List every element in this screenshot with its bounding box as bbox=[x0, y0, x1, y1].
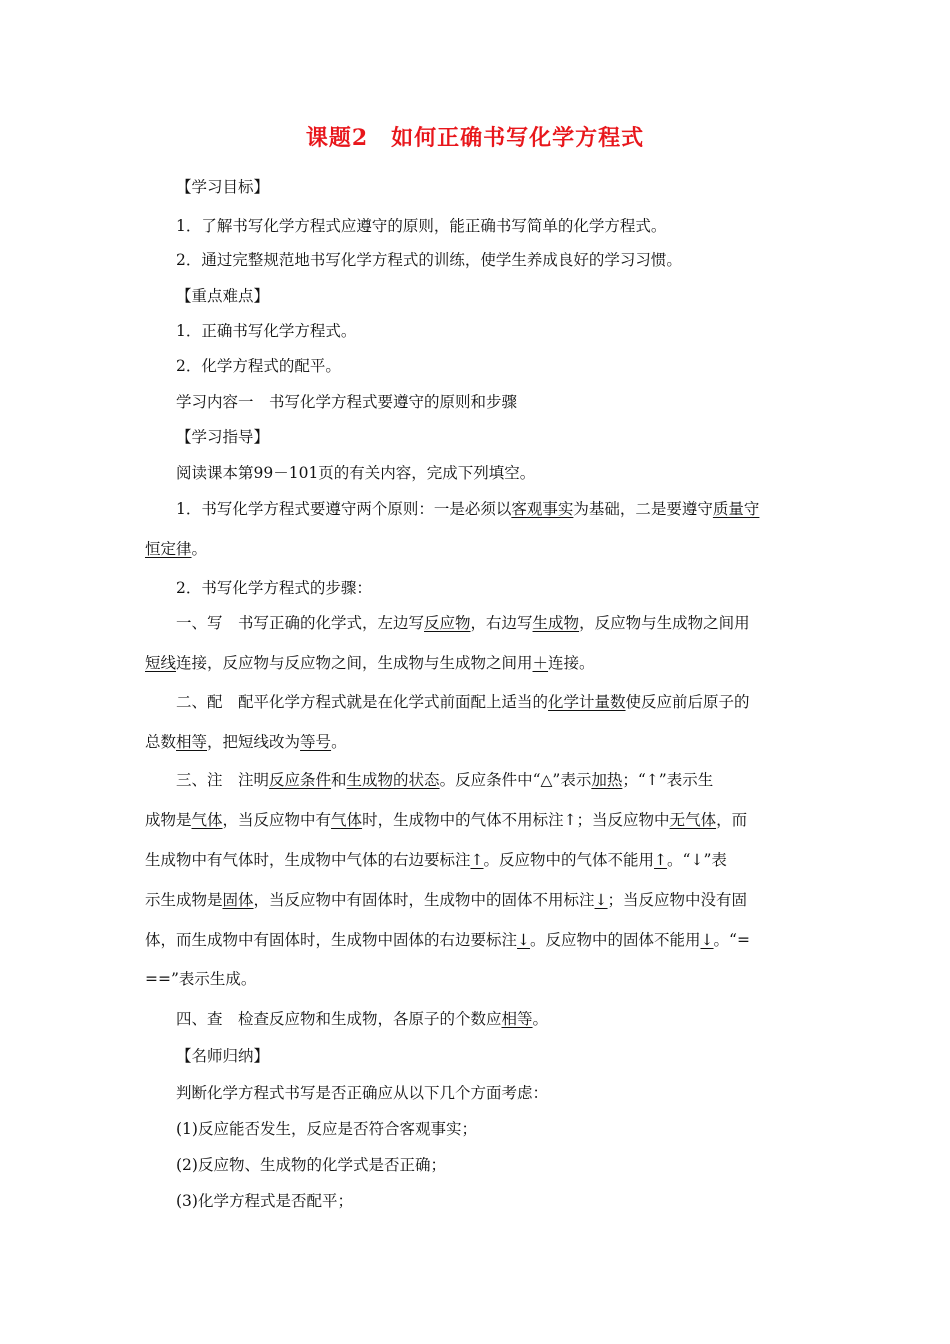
goal-item-2: 2．通过完整规范地书写化学方程式的训练，使学生养成良好的学习习惯。 bbox=[176, 251, 682, 269]
blank-up-arrow-2: ↑ bbox=[654, 851, 668, 869]
blank-heating: 加热 bbox=[591, 771, 623, 789]
key-item-1: 1．正确书写化学方程式。 bbox=[176, 322, 357, 340]
summary-item-3: (3)化学方程式是否配平； bbox=[176, 1192, 353, 1210]
blank-no-gas: 无气体 bbox=[669, 811, 717, 829]
step-write-line-1: 一、写 书写正确的化学式，左边写反应物，右边写生成物，反应物与生成物之间用 bbox=[176, 614, 750, 632]
blank-reactant: 反应物 bbox=[424, 614, 471, 632]
blank-equal: 相等 bbox=[176, 733, 208, 751]
blank-down-arrow-2: ↓ bbox=[517, 931, 531, 949]
steps-title: 2．书写化学方程式的步骤： bbox=[176, 579, 372, 597]
step-note-line-6: ==”表示生成。 bbox=[145, 970, 257, 988]
lesson-title: 课题2 如何正确书写化学方程式 bbox=[305, 125, 645, 151]
step-note-line-2: 成物是气体，当反应物中有气体时，生成物中的气体不用标注↑；当反应物中无气体，而 bbox=[145, 811, 748, 829]
step-note-line-4: 示生成物是固体，当反应物中有固体时，生成物中的固体不用标注↓；当反应物中没有固 bbox=[145, 891, 748, 909]
blank-coefficient: 化学计量数 bbox=[548, 693, 626, 711]
blank-gas-2: 气体 bbox=[331, 811, 363, 829]
principle-line-2: 恒定律。 bbox=[145, 540, 208, 558]
heading-learning-goals: 【学习目标】 bbox=[176, 178, 270, 196]
summary-item-2: (2)反应物、生成物的化学式是否正确； bbox=[176, 1156, 446, 1174]
blank-product: 生成物 bbox=[532, 614, 580, 632]
blank-objective-fact: 客观事实 bbox=[511, 500, 574, 518]
step-note-line-3: 生成物中有气体时，生成物中气体的右边要标注↑。反应物中的气体不能用↑。“↓”表 bbox=[145, 851, 727, 869]
blank-short-line: 短线 bbox=[145, 654, 177, 672]
step-note-line-5: 体，而生成物中有固体时，生成物中固体的右边要标注↓。反应物中的固体不能用↓。“= bbox=[145, 931, 750, 949]
step-check-line: 四、查 检查反应物和生成物，各原子的个数应相等。 bbox=[176, 1010, 549, 1028]
goal-item-1: 1．了解书写化学方程式应遵守的原则，能正确书写简单的化学方程式。 bbox=[176, 217, 667, 235]
step-balance-line-1: 二、配 配平化学方程式就是在化学式前面配上适当的化学计量数使反应前后原子的 bbox=[176, 693, 750, 711]
heading-summary: 【名师归纳】 bbox=[176, 1047, 270, 1065]
blank-plus: ＋ bbox=[532, 654, 549, 672]
content-one-title: 学习内容一 书写化学方程式要遵守的原则和步骤 bbox=[176, 393, 518, 411]
heading-guidance: 【学习指导】 bbox=[176, 428, 270, 446]
blank-mass-conservation-a: 质量守 bbox=[712, 500, 760, 518]
blank-up-arrow-1: ↑ bbox=[470, 851, 484, 869]
heading-key-points: 【重点难点】 bbox=[176, 287, 270, 305]
step-note-line-1: 三、注 注明反应条件和生成物的状态。反应条件中“△”表示加热；“↑”表示生 bbox=[176, 771, 714, 789]
blank-down-arrow-3: ↓ bbox=[700, 931, 714, 949]
key-item-2: 2．化学方程式的配平。 bbox=[176, 357, 341, 375]
blank-mass-conservation-b: 恒定律 bbox=[145, 540, 192, 558]
step-balance-line-2: 总数相等，把短线改为等号。 bbox=[145, 733, 347, 751]
reading-instruction: 阅读课本第99－101页的有关内容，完成下列填空。 bbox=[176, 464, 536, 482]
blank-down-arrow-1: ↓ bbox=[594, 891, 608, 909]
blank-product-state: 生成物的状态 bbox=[346, 771, 440, 789]
summary-intro: 判断化学方程式书写是否正确应从以下几个方面考虑： bbox=[176, 1084, 549, 1102]
blank-solid: 固体 bbox=[222, 891, 254, 909]
blank-equal-count: 相等 bbox=[501, 1010, 533, 1028]
principle-line-1: 1．书写化学方程式要遵守两个原则：一是必须以客观事实为基础，二是要遵守质量守 bbox=[176, 500, 760, 518]
summary-item-1: (1)反应能否发生，反应是否符合客观事实； bbox=[176, 1120, 477, 1138]
blank-equal-sign: 等号 bbox=[300, 733, 332, 751]
step-write-line-2: 短线连接，反应物与反应物之间，生成物与生成物之间用＋连接。 bbox=[145, 654, 595, 672]
blank-reaction-condition: 反应条件 bbox=[269, 771, 332, 789]
blank-gas-1: 气体 bbox=[191, 811, 223, 829]
